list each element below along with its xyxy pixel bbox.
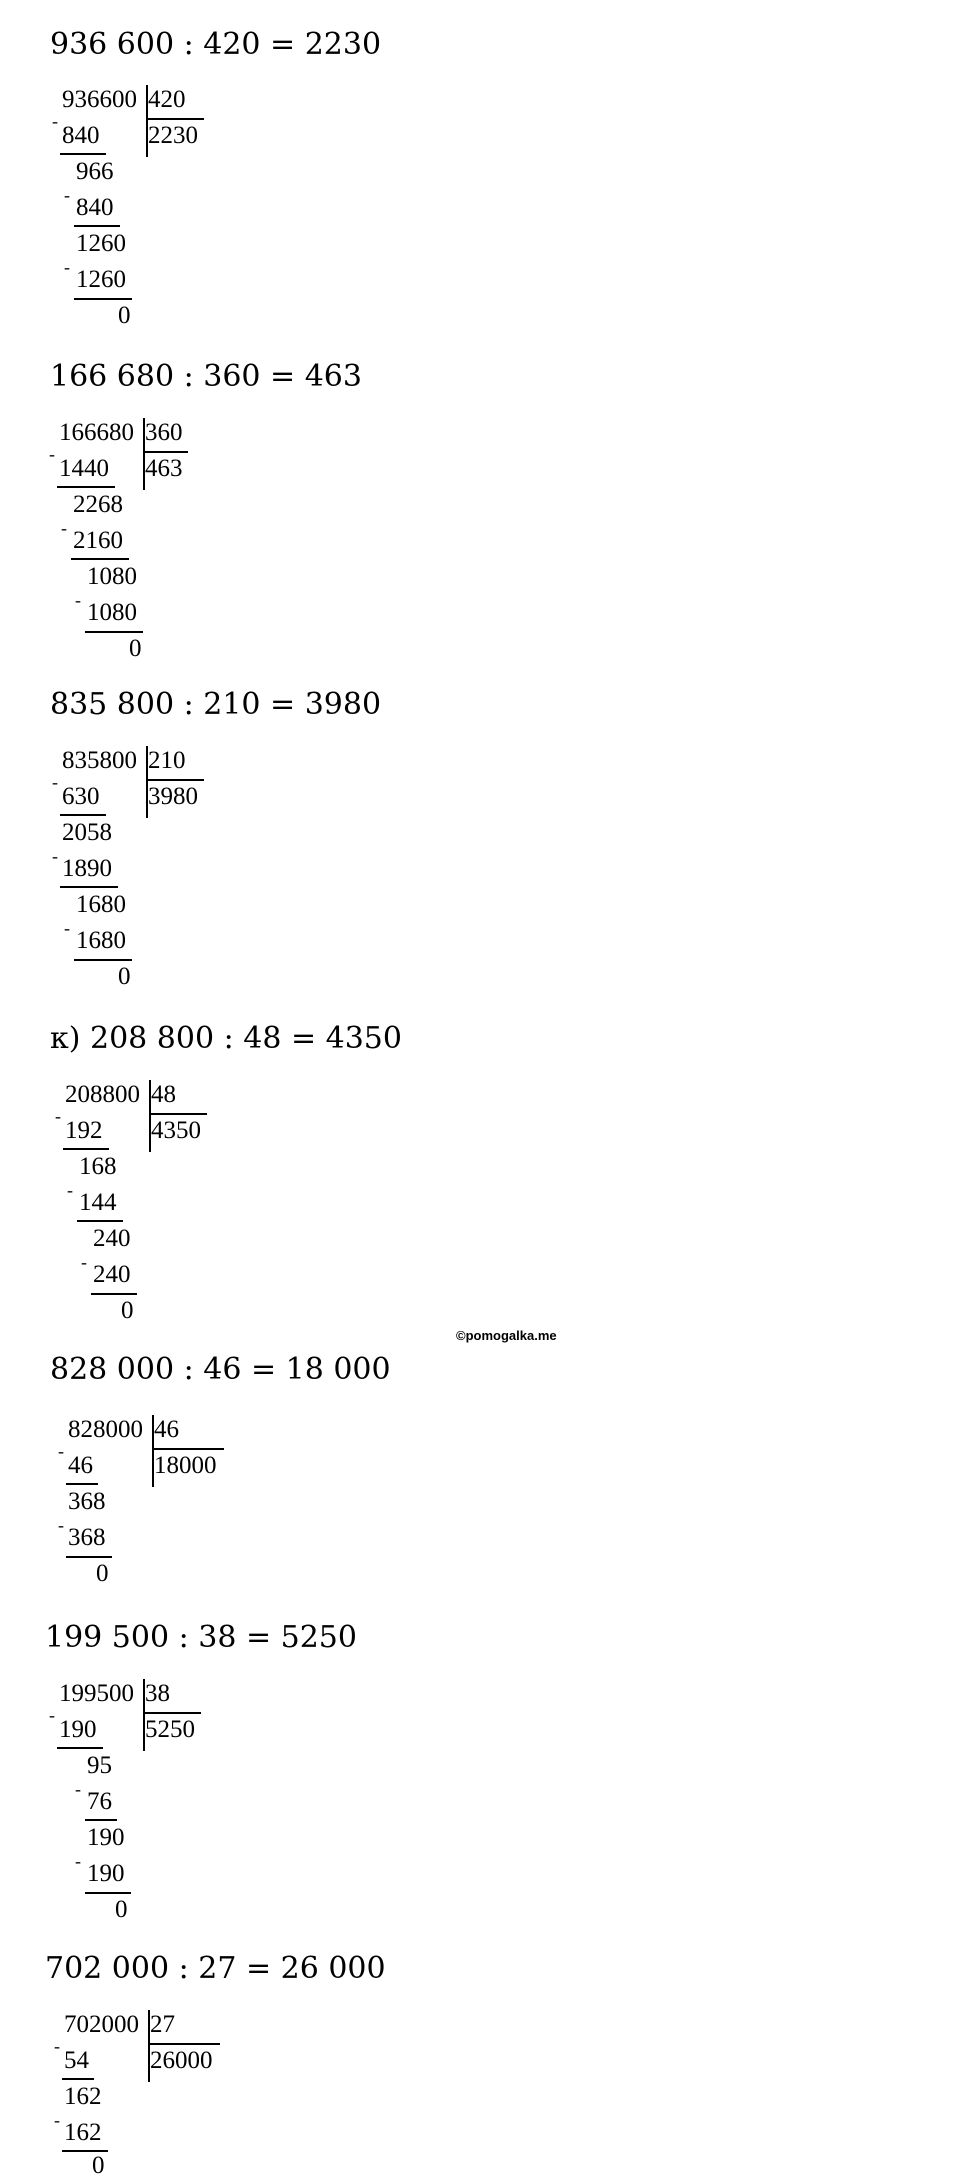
step-subtrahend: 1260 [76, 266, 126, 293]
step-subtrahend: 144 [79, 1189, 117, 1216]
step-underline [60, 153, 106, 155]
step-remainder: 162 [64, 2083, 102, 2110]
minus-sign: - [49, 1705, 55, 1725]
divisor: 46 [154, 1416, 179, 1443]
step-remainder: 1680 [76, 891, 126, 918]
dividend: 702000 [64, 2011, 139, 2038]
minus-sign: - [75, 1851, 81, 1871]
equation-5: 828 000 : 46 = 18 000 [50, 1352, 391, 1387]
divisor: 420 [148, 86, 186, 113]
minus-sign: - [75, 590, 81, 610]
equation-6: 199 500 : 38 = 5250 [45, 1620, 357, 1655]
step-underline [91, 1293, 137, 1295]
minus-sign: - [52, 111, 58, 131]
step-remainder: 368 [68, 1488, 106, 1515]
dividend: 936600 [62, 86, 137, 113]
minus-sign: - [67, 1180, 73, 1200]
step-subtrahend: 840 [62, 122, 100, 149]
quotient-line [143, 451, 188, 453]
division-bar [143, 418, 145, 490]
quotient-line [152, 1448, 224, 1450]
division-bar [148, 2010, 150, 2082]
step-underline [74, 225, 120, 227]
minus-sign: - [58, 1441, 64, 1461]
quotient: 18000 [154, 1452, 217, 1479]
step-subtrahend: 1440 [59, 455, 109, 482]
step-subtrahend: 368 [68, 1524, 106, 1551]
divisor: 210 [148, 747, 186, 774]
final-remainder: 0 [96, 1560, 109, 1587]
dividend: 208800 [65, 1081, 140, 1108]
division-bar [152, 1415, 154, 1487]
step-underline [71, 558, 129, 560]
quotient: 4350 [151, 1117, 201, 1144]
minus-sign: - [52, 846, 58, 866]
step-subtrahend: 1890 [62, 855, 112, 882]
step-underline [63, 1148, 109, 1150]
dividend: 828000 [68, 1416, 143, 1443]
step-underline [60, 814, 106, 816]
step-remainder: 2058 [62, 819, 112, 846]
quotient-line [146, 779, 204, 781]
quotient: 2230 [148, 122, 198, 149]
step-subtrahend: 240 [93, 1261, 131, 1288]
step-remainder: 1080 [87, 563, 137, 590]
step-underline [62, 2150, 108, 2152]
step-underline [74, 959, 132, 961]
final-remainder: 0 [129, 635, 142, 662]
minus-sign: - [64, 257, 70, 277]
dividend: 835800 [62, 747, 137, 774]
step-subtrahend: 1680 [76, 927, 126, 954]
step-remainder: 2268 [73, 491, 123, 518]
step-underline [57, 1747, 103, 1749]
step-remainder: 240 [93, 1225, 131, 1252]
step-subtrahend: 76 [87, 1788, 112, 1815]
minus-sign: - [64, 185, 70, 205]
equation-2: 166 680 : 360 = 463 [50, 359, 362, 394]
step-underline [85, 631, 143, 633]
quotient-line [146, 118, 204, 120]
divisor: 38 [145, 1680, 170, 1707]
step-remainder: 95 [87, 1752, 112, 1779]
step-underline [66, 1483, 98, 1485]
divisor: 48 [151, 1081, 176, 1108]
step-subtrahend: 190 [59, 1716, 97, 1743]
minus-sign: - [61, 518, 67, 538]
step-underline [57, 486, 115, 488]
step-subtrahend: 54 [64, 2047, 89, 2074]
dividend: 166680 [59, 419, 134, 446]
step-subtrahend: 162 [64, 2119, 102, 2146]
dividend: 199500 [59, 1680, 134, 1707]
minus-sign: - [54, 2110, 60, 2130]
step-subtrahend: 2160 [73, 527, 123, 554]
step-underline [60, 886, 118, 888]
minus-sign: - [58, 1515, 64, 1535]
step-remainder: 190 [87, 1824, 125, 1851]
final-remainder: 0 [121, 1297, 134, 1324]
minus-sign: - [64, 918, 70, 938]
final-remainder: 0 [92, 2152, 105, 2179]
equation-1: 936 600 : 420 = 2230 [50, 27, 382, 62]
quotient: 463 [145, 455, 183, 482]
step-subtrahend: 190 [87, 1860, 125, 1887]
step-remainder: 1260 [76, 230, 126, 257]
division-bar [143, 1679, 145, 1751]
quotient: 5250 [145, 1716, 195, 1743]
quotient-line [143, 1712, 201, 1714]
minus-sign: - [81, 1252, 87, 1272]
step-underline [85, 1819, 117, 1821]
minus-sign: - [75, 1779, 81, 1799]
division-bar [146, 746, 148, 818]
watermark: ©pomogalka.me [456, 1328, 557, 1343]
minus-sign: - [52, 772, 58, 792]
step-underline [74, 298, 132, 300]
minus-sign: - [49, 444, 55, 464]
equation-4: к) 208 800 : 48 = 4350 [50, 1021, 402, 1056]
division-bar [149, 1080, 151, 1152]
minus-sign: - [54, 2036, 60, 2056]
quotient: 3980 [148, 783, 198, 810]
step-subtrahend: 46 [68, 1452, 93, 1479]
quotient-line [149, 1113, 207, 1115]
step-subtrahend: 630 [62, 783, 100, 810]
equation-7: 702 000 : 27 = 26 000 [45, 1951, 386, 1986]
divisor: 27 [150, 2011, 175, 2038]
quotient-line [148, 2043, 220, 2045]
final-remainder: 0 [118, 963, 131, 990]
step-remainder: 966 [76, 158, 114, 185]
divisor: 360 [145, 419, 183, 446]
step-underline [77, 1220, 123, 1222]
final-remainder: 0 [118, 302, 131, 329]
step-subtrahend: 1080 [87, 599, 137, 626]
step-subtrahend: 192 [65, 1117, 103, 1144]
step-subtrahend: 840 [76, 194, 114, 221]
step-underline [62, 2078, 94, 2080]
quotient: 26000 [150, 2047, 213, 2074]
division-bar [146, 85, 148, 157]
step-underline [85, 1892, 131, 1894]
minus-sign: - [55, 1106, 61, 1126]
equation-3: 835 800 : 210 = 3980 [50, 687, 382, 722]
step-underline [66, 1556, 112, 1558]
final-remainder: 0 [115, 1896, 128, 1923]
step-remainder: 168 [79, 1153, 117, 1180]
